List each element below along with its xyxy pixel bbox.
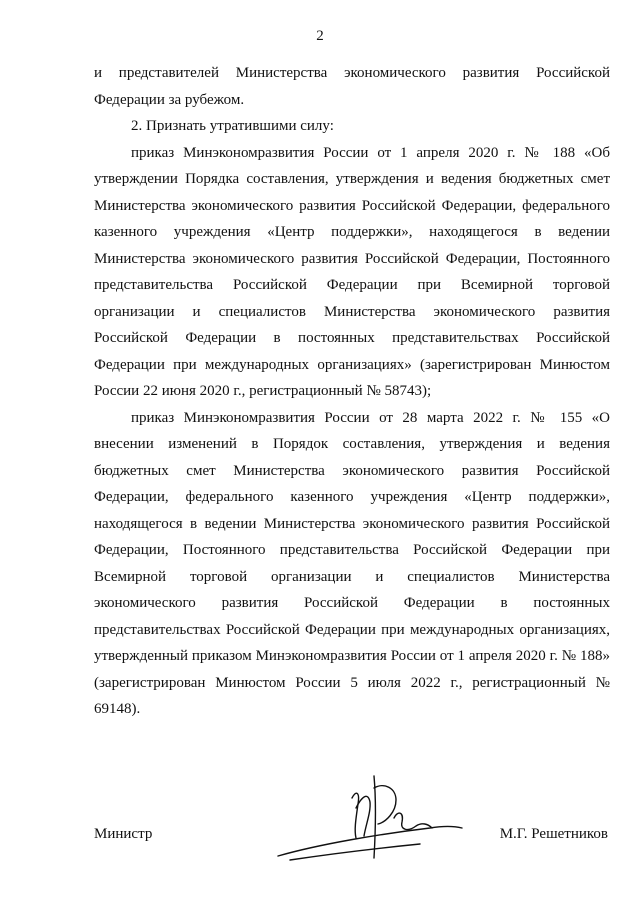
paragraph-repealed-order-155: приказ Минэкономразвития России от 28 марта 2022 г. № 155 «О внесении изменений в Порядок составления, утверждения и ведения бюджетных смет Министерства экономического развития Российской Федерации, федерального казенного учреждения «Центр поддержки», находящегося в ведении Министерства экономического развития Российской Федерации, Постоянного представительства Российской Федерации при Всемирной торговой организации и специалистов Министерства экономического развития Российской Федерации в постоянных представительствах Российской Федерации при международных организациях, утвержденный приказом Минэкономразвития России от 1 апреля 2020 г. № 188» (зарегистрирован Минюстом России 5 июля 2022 г., регистрационный № 69148). — [94, 409, 610, 717]
signer-role: Министр — [94, 826, 153, 842]
document-body — [94, 60, 610, 723]
signature-block — [0, 768, 640, 878]
signer-name: М.Г. Решетников — [499, 826, 608, 842]
page-number: 2 — [316, 28, 324, 44]
paragraph-item-2: 2. Признать утратившими силу: — [131, 118, 334, 134]
handwritten-signature — [270, 768, 470, 868]
paragraph-repealed-order-188: приказ Минэкономразвития России от 1 апреля 2020 г. № 188 «Об утверждении Порядка составления, утверждения и ведения бюджетных смет Министерства экономического развития Российской Федерации, федерального казенного учреждения «Центр поддержки», находящегося в ведении Министерства экономического развития Российской Федерации, Постоянного представительства Российской Федерации при Всемирной торговой организации и специалистов Министерства экономического развития Российской Федерации в постоянных представительствах Российской Федерации при международных организациях» (зарегистрирован Минюстом России 22 июня 2020 г., регистрационный № 58743); — [94, 144, 610, 399]
paragraph-continuation: и представителей Министерства экономического развития Российской Федерации за рубежом. — [94, 65, 610, 108]
